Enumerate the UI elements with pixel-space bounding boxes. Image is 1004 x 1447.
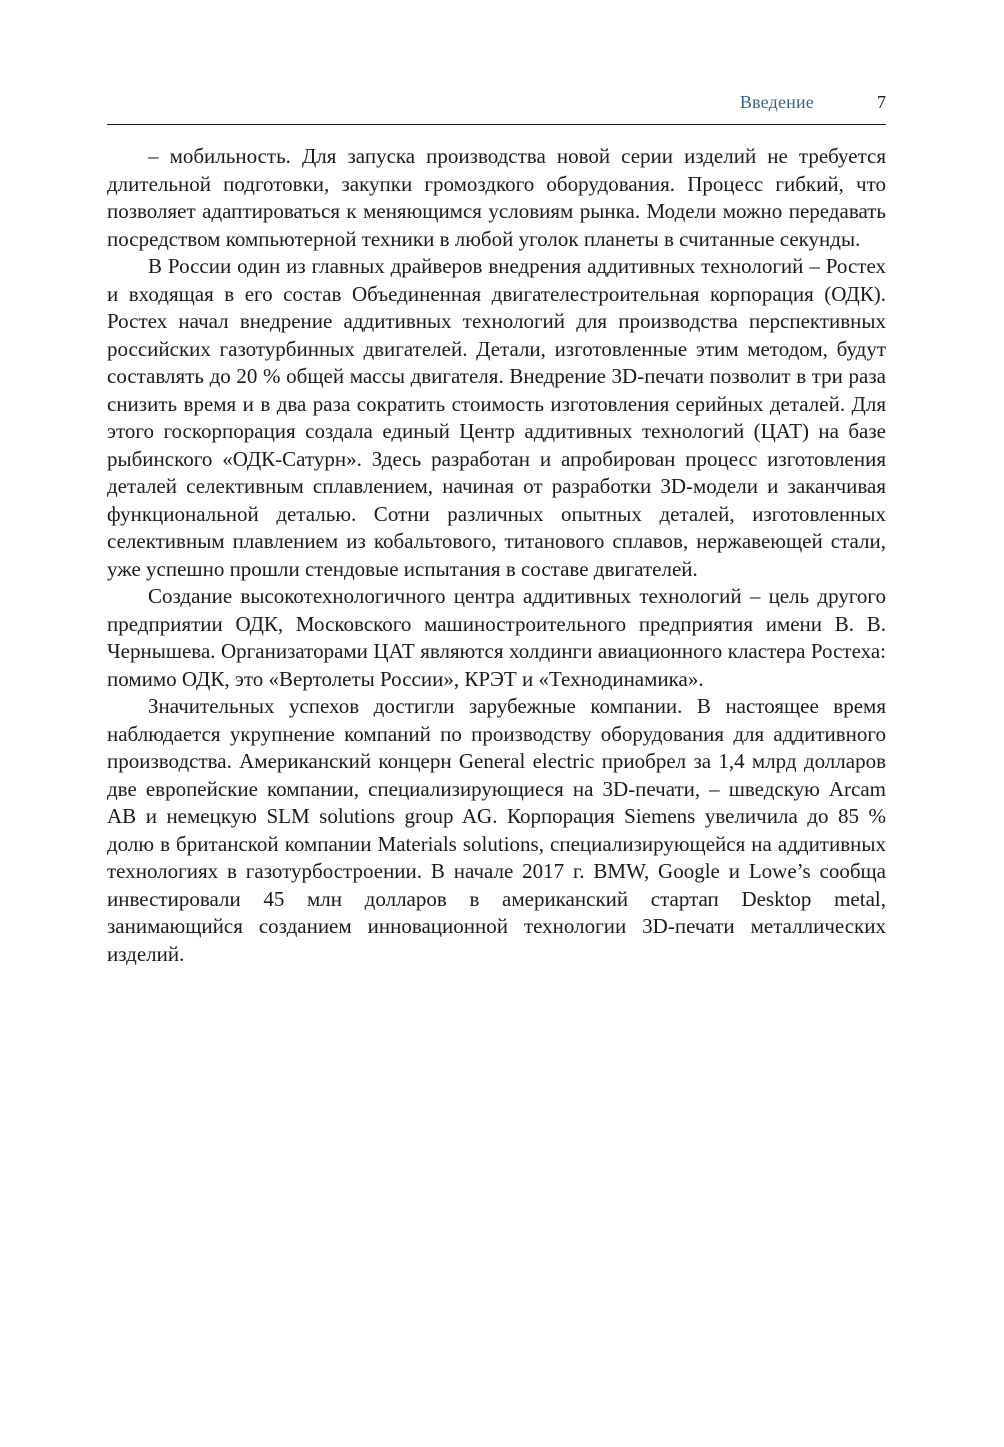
paragraph: – мобильность. Для запуска производства новой серии изделий не требуется длительной подготовки, закупки громоздкого оборудования. Процесс гибкий, что позволяет адаптироваться к меняющимся условиям рынка. Модели можно передавать посредством компьютерной техники в любой уголок планеты в считанные секунды. — [107, 144, 886, 251]
paragraph: Создание высокотехнологичного центра аддитивных технологий – цель другого предприятии ОДК, Московского машиностроительного предприятия имени В. В. Чернышева. Организаторами ЦАТ являются холдинги авиационного кластера Ростеха: помимо ОДК, это «Вертолеты России», КРЭТ и «Технодинамика». — [107, 584, 886, 691]
paragraph: В России один из главных драйверов внедрения аддитивных технологий – Ростех и входящая в его состав Объединенная двигателестроительная корпорация (ОДК). Ростех начал внедрение аддитивных технологий для производства перспективных российских газотурбинных двигателей. Детали, изготовленные этим методом, будут составлять до 20 % общей массы двигателя. Внедрение 3D-печати позволит в три раза снизить время и в два раза сократить стоимость изготовления серийных деталей. Для этого госкорпорация создала единый Центр аддитивных технологий (ЦАТ) на базе рыбинского «ОДК-Сатурн». Здесь разработан и апробирован процесс изготовления деталей селективным сплавлением, начиная от разработки 3D-модели и заканчивая функциональной деталью. Сотни различных опытных деталей, изготовленных селективным плавлением из кобальтового, титанового сплавов, нержавеющей стали, уже успешно прошли стендовые испытания в составе двигателей. — [107, 254, 886, 581]
body-text — [107, 143, 886, 968]
paragraph: Значительных успехов достигли зарубежные компании. В настоящее время наблюдается укрупнение компаний по производству оборудования для аддитивного производства. Американский концерн General electric приобрел за 1,4 млрд долларов две европейские компании, специализирующиеся на 3D-печати, – шведскую Arcam AB и немецкую SLM solutions group AG. Корпорация Siemens увеличила до 85 % долю в британской компании Materials solutions, специализирующейся на аддитивных технологиях в газотурбостроении. В начале 2017 г. BMW, Google и Lowe’s сообща инвестировали 45 млн долларов в американский стартап Desktop metal, занимающийся созданием инновационной технологии 3D-печати металлических изделий. — [107, 694, 886, 966]
page-number: 7 — [877, 92, 886, 112]
running-title: Введение — [739, 92, 814, 112]
header-divider — [107, 124, 886, 125]
running-head — [107, 90, 886, 118]
